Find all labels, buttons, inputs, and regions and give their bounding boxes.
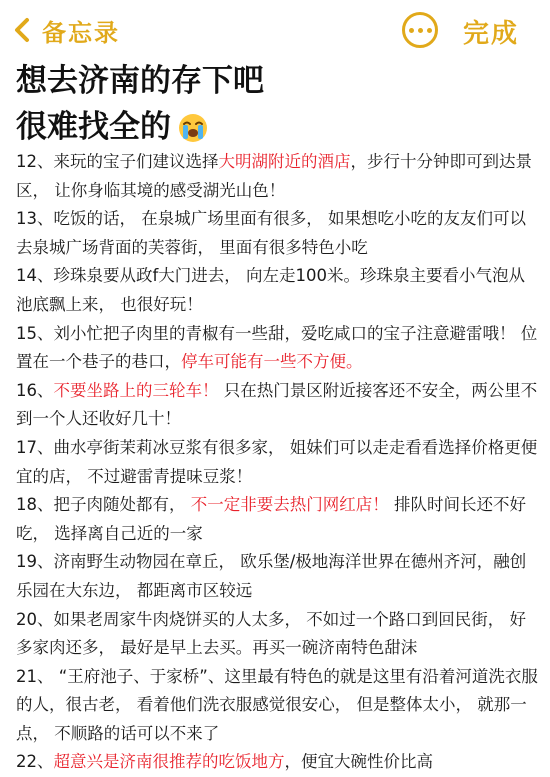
body-text: 只在热门景区附近接客还不安全，两公里不到一个人还收好几十！ <box>16 380 538 429</box>
note-paragraph <box>16 748 538 777</box>
highlight-text: 停车可能有一些不方便。 <box>181 352 363 372</box>
body-text: 16、 <box>16 380 54 400</box>
body-text: 20、如果老周家牛肉烧饼买的人太多， 不如过一个路口到回民街， 好多家肉还多， 最好是早上去买。再买一碗济南特色甜沫 <box>16 609 526 658</box>
body-text: 13、吃饭的话， 在泉城广场里面有很多， 如果想吃小吃的友友们可以去泉城广场背面的芙蓉街， 里面有很多特色小吃 <box>16 209 526 257</box>
note-paragraph <box>16 148 538 205</box>
body-text: 22、 <box>16 752 54 772</box>
body-text: 18、把子肉随处都有， <box>16 495 191 515</box>
back-button[interactable] <box>14 10 120 50</box>
body-text: 14、珍珠泉要从政f大门进去， 向左走100米。珍珠泉主要看小气泡从池底飘上来， 也很好玩！ <box>16 266 526 314</box>
note-paragraph <box>16 377 538 434</box>
note-title <box>16 58 536 150</box>
highlight-text: 不一定非要去热门网红店！ <box>190 495 389 515</box>
note-paragraph <box>16 491 538 548</box>
title-line-2-row <box>16 104 536 150</box>
done-button[interactable]: 完成 <box>463 19 520 49</box>
title-line-2: 很难找全的 <box>16 109 171 145</box>
chevron-left-icon <box>14 15 34 45</box>
highlight-text: 大明湖附近的酒店 <box>218 152 351 171</box>
body-text: ，步行十分钟即可到达景区， 让你身临其境的感受湖光山色！ <box>16 152 532 200</box>
note-body[interactable] <box>16 148 538 777</box>
body-text: 21、 “王府池子、于家桥”、这里最有特色的就是这里有沿着河道洗衣服的人，很古老， 看着他们洗衣服感觉很安心， 但是整体太小， 就那一点， 不顺路的话可以不来了 <box>16 666 538 743</box>
note-paragraph <box>16 606 538 663</box>
body-text: 19、济南野生动物园在章丘， 欧乐堡/极地海洋世界在德州齐河，融创乐园在大东边， 都距离市区较远 <box>16 552 527 600</box>
note-paragraph <box>16 663 538 749</box>
title-line-1: 想去济南的存下吧 <box>16 63 264 99</box>
more-options-icon[interactable] <box>402 12 438 48</box>
crying-face-icon <box>177 111 209 143</box>
note-paragraph <box>16 205 538 262</box>
body-text: 12、来玩的宝子们建议选择 <box>16 152 219 171</box>
top-nav-bar <box>0 0 550 60</box>
body-text: ，便宜大碗性价比高 <box>284 752 433 772</box>
body-text: 排队时间长还不好吃， 选择离自己近的一家 <box>16 495 526 543</box>
body-text: 17、曲水亭街茉莉冰豆浆有很多家， 姐妹们可以走走看看选择价格更便宜的店， 不过避雷青提味豆浆！ <box>16 437 538 486</box>
highlight-text: 不要坐路上的三轮车！ <box>53 380 219 400</box>
note-paragraph <box>16 320 538 377</box>
note-paragraph <box>16 434 538 491</box>
note-paragraph <box>16 548 538 605</box>
body-text: 15、刘小忙把子肉里的青椒有一些甜，爱吃咸口的宝子注意避雷哦！ 位置在一个巷子的巷口， <box>16 323 538 372</box>
highlight-text: 超意兴是济南很推荐的吃饭地方 <box>53 752 285 772</box>
note-paragraph <box>16 262 538 319</box>
back-label: 备忘录 <box>42 18 120 47</box>
